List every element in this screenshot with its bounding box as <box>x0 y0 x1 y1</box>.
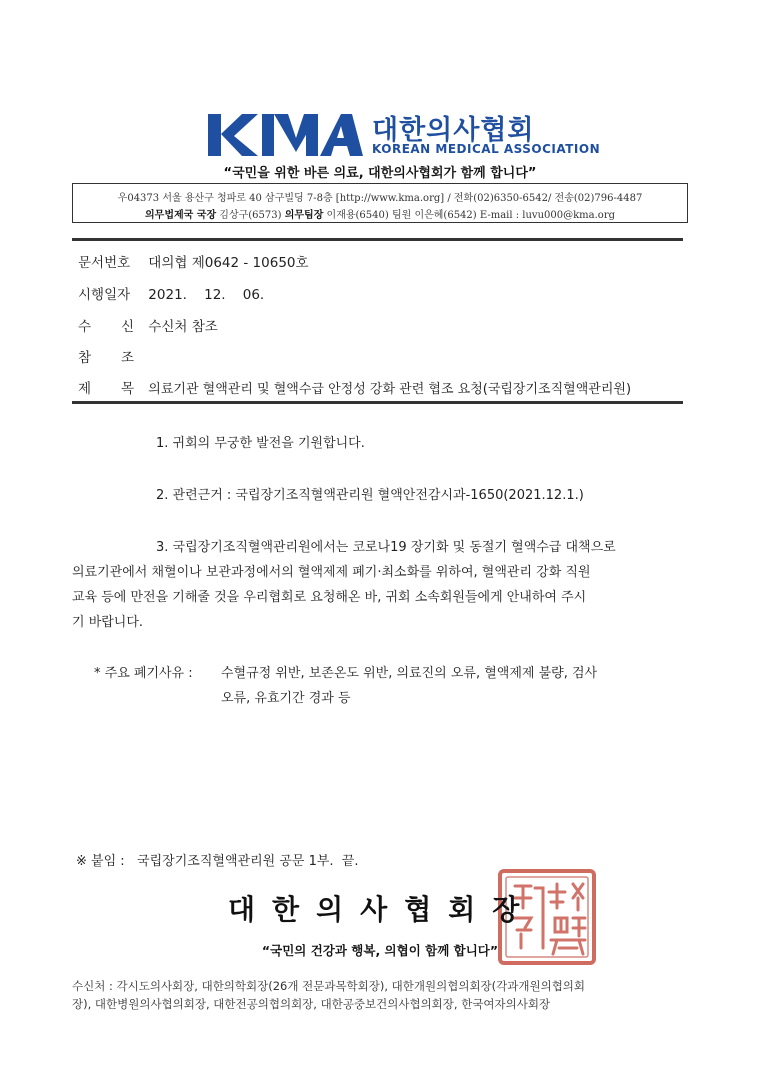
paragraph-2: 2. 관련근거 : 국립장기조직혈액관리원 혈액안전감시과-1650(2021.12.1.) <box>156 488 584 503</box>
recipient-row <box>78 315 218 335</box>
address-line: 우04373 서울 용산구 청파로 40 삼구빌딩 7-8층 [http://www.kma.org] / 전화(02)6350-6542/ 전송(02)796-4487 <box>117 193 643 204</box>
subject-label: 제 목 <box>78 381 134 397</box>
contact-line <box>73 206 687 221</box>
header-divider <box>72 238 683 241</box>
dept-label: 의무법제국 국장 <box>145 210 217 221</box>
team-label: 의무팀장 <box>284 210 324 221</box>
team-person: 이재용(6540) 팀원 이은혜(6542) E-mail : luvu000@kma.org <box>326 210 615 221</box>
subject-row <box>78 377 631 397</box>
attachment-line: ※ 붙임 : 국립장기조직혈액관리원 공문 1부. 끝. <box>76 854 359 869</box>
paragraph-3-line-4: 기 바랍니다. <box>72 615 144 630</box>
recipients-line-2: 장), 대한병원의사협의회장, 대한전공의협의회장, 대한공중보건의사협의회장, 한국여자의사회장 <box>72 997 551 1011</box>
kma-logo-mark <box>208 112 363 158</box>
date-label: 시행일자 <box>78 287 131 303</box>
doc-number-label: 문서번호 <box>78 255 131 271</box>
recipient-value: 수신처 참조 <box>148 319 218 335</box>
dept-person: 김상구(6573) <box>219 210 282 221</box>
subject-value: 의료기관 혈액관리 및 혈액수급 안정성 강화 관련 협조 요청(국립장기조직혈액관리원) <box>148 382 632 397</box>
note-line-1: 수혈규정 위반, 보존온도 위반, 의료진의 오류, 혈액제제 불량, 검사 <box>221 666 598 681</box>
footer-slogan: “국민의 건강과 행복, 의협이 함께 합니다” <box>261 943 499 958</box>
recipient-label: 수 신 <box>78 319 134 335</box>
org-name-korean: 대한의사협회 <box>372 115 535 146</box>
doc-number: 대의협 제0642 - 10650호 <box>148 255 309 271</box>
recipients-line-1: 수신처 : 각시도의사회장, 대한의학회장(26개 전문과목학회장), 대한개원의협의회장(각과개원의협의회 <box>72 979 586 993</box>
contact-box <box>72 183 688 223</box>
note-label: * 주요 폐기사유 : <box>94 666 193 681</box>
paragraph-1: 1. 귀회의 무궁한 발전을 기원합니다. <box>156 436 365 451</box>
note-line-2: 오류, 유효기간 경과 등 <box>221 691 351 706</box>
paragraph-3-line-1: 3. 국립장기조직혈액관리원에서는 코로나19 장기화 및 동절기 혈액수급 대책으로 <box>156 540 616 555</box>
subject-divider <box>72 401 683 404</box>
paragraph-3-line-3: 교육 등에 만전을 기해줄 것을 우리협회로 요청해온 바, 귀회 소속회원들에게 안내하여 주시 <box>72 590 587 605</box>
header-slogan: “국민을 위한 바른 의료, 대한의사협회가 함께 합니다” <box>223 166 537 181</box>
cc-label: 참 조 <box>78 350 134 366</box>
doc-number-row <box>78 251 309 271</box>
org-name-english: KOREAN MEDICAL ASSOCIATION <box>372 142 601 156</box>
date-row <box>78 283 264 303</box>
cc-row <box>78 346 144 366</box>
sender-title: 대한의사협회장 <box>228 893 537 926</box>
paragraph-3-line-2: 의료기관에서 채혈이나 보관과정에서의 혈액제제 폐기·최소화를 위하여, 혈액관리 강화 직원 <box>72 565 591 580</box>
date-value: 2021. 12. 06. <box>148 287 265 303</box>
